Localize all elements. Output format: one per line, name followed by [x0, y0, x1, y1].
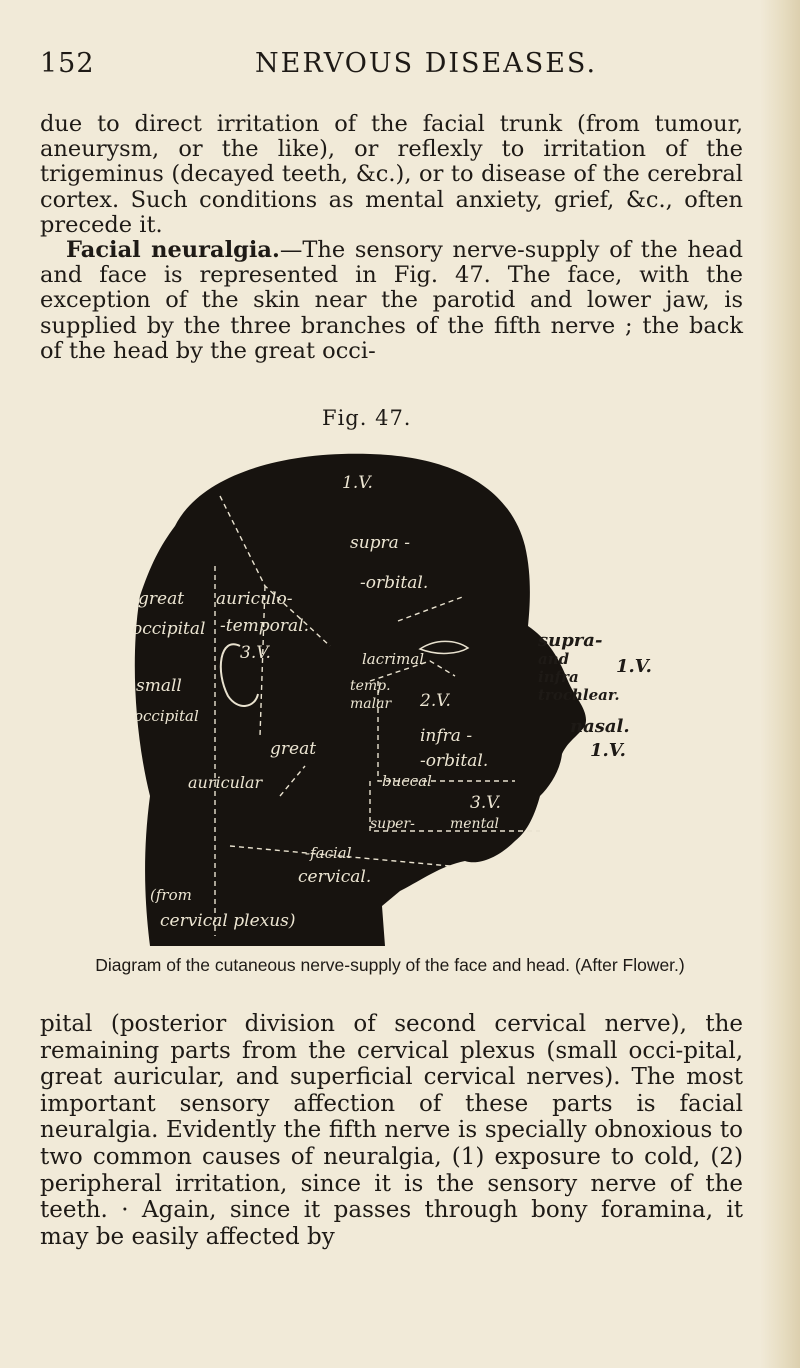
- label-buccal: buccal: [382, 772, 432, 790]
- label-second-v: 2.V.: [420, 691, 451, 711]
- label-cervical: cervical.: [298, 867, 372, 887]
- intro-text: due to direct irritation of the facial trunk (from tumour, aneurysm, or the like), or reflexly to irritation of the trigeminus (decayed teeth, &c.), or to disease of the cerebral cortex. Such conditions as mental anxiety, grief, &c., often precede it.: [40, 111, 743, 238]
- label-infra-orbital: -orbital.: [420, 751, 489, 771]
- label-side-iv-lower: 1.V.: [590, 740, 626, 761]
- running-head: NERVOUS DISEASES.: [255, 48, 598, 79]
- facial-neuralgia-heading: Facial neuralgia.: [66, 237, 280, 264]
- paragraph-top: [40, 112, 743, 364]
- label-temporal: -temporal.: [220, 616, 309, 636]
- nerve-supply-diagram: [120, 436, 680, 956]
- label-small-occipital: occipital: [134, 707, 199, 725]
- page-header: [40, 48, 740, 88]
- label-infra-trochlear: infra: [538, 668, 579, 686]
- page-edge-shadow: [760, 0, 800, 1368]
- page-number: 152: [40, 48, 95, 79]
- label-mental: mental: [450, 816, 500, 832]
- label-trochlear: trochlear.: [538, 686, 620, 704]
- label-supra-trochlear: supra-: [538, 630, 603, 651]
- figure-label: Fig. 47.: [322, 406, 412, 430]
- label-cervical-plexus: cervical plexus): [160, 911, 296, 931]
- paragraph-bottom: pital (posterior division of second cervical nerve), the remaining parts from the cervical plexus (small occi-pital, great auricular, and superficial cervical nerves). The most important sensory affection of these parts is facial neuralgia. Evidently the fifth nerve is specially obnoxious to two common causes of neuralgia, (1) exposure to cold, (2) peripheral irritation, since it is the sensory nerve of the teeth. · Again, since it passes through bony foramina, it may be easily affected by: [40, 1011, 743, 1250]
- label-super: super-: [370, 816, 415, 832]
- label-nasal: nasal.: [570, 716, 630, 737]
- label-small: small: [136, 676, 182, 696]
- label-facial: -facial: [305, 844, 352, 862]
- label-supra-and: and: [538, 650, 570, 668]
- label-side-iv-upper: 1.V.: [616, 656, 652, 677]
- diagram-svg: [120, 436, 680, 956]
- label-third-v-lower: 3.V.: [470, 793, 501, 813]
- label-auriculo: auriculo-: [216, 589, 293, 609]
- label-from: (from: [150, 886, 192, 904]
- label-top-iv: 1.V.: [342, 473, 373, 493]
- figure-caption: Diagram of the cutaneous nerve-supply of the face and head. (After Flower.): [95, 955, 685, 975]
- label-supra: supra -: [350, 533, 410, 553]
- label-temporo: temp.: [350, 678, 391, 694]
- label-lacrimal: lacrimal: [362, 650, 425, 668]
- label-malar: malar: [350, 696, 392, 712]
- label-auricular: auricular: [188, 773, 263, 792]
- label-third-v-upper: 3.V.: [240, 643, 271, 663]
- facial-neuralgia-text: —The sensory nerve-supply of the head and face is represented in Fig. 47. The face, with the exception of the skin near the parotid and lower jaw, is supplied by the three branches of the fifth nerve ; the back of the head by the great occi-: [40, 237, 744, 364]
- label-great-occipital: occipital: [132, 619, 206, 639]
- label-great: great: [138, 589, 185, 609]
- label-great-lower: great: [270, 739, 317, 759]
- label-infra: infra -: [420, 726, 473, 746]
- label-supra-orbital: -orbital.: [360, 573, 429, 593]
